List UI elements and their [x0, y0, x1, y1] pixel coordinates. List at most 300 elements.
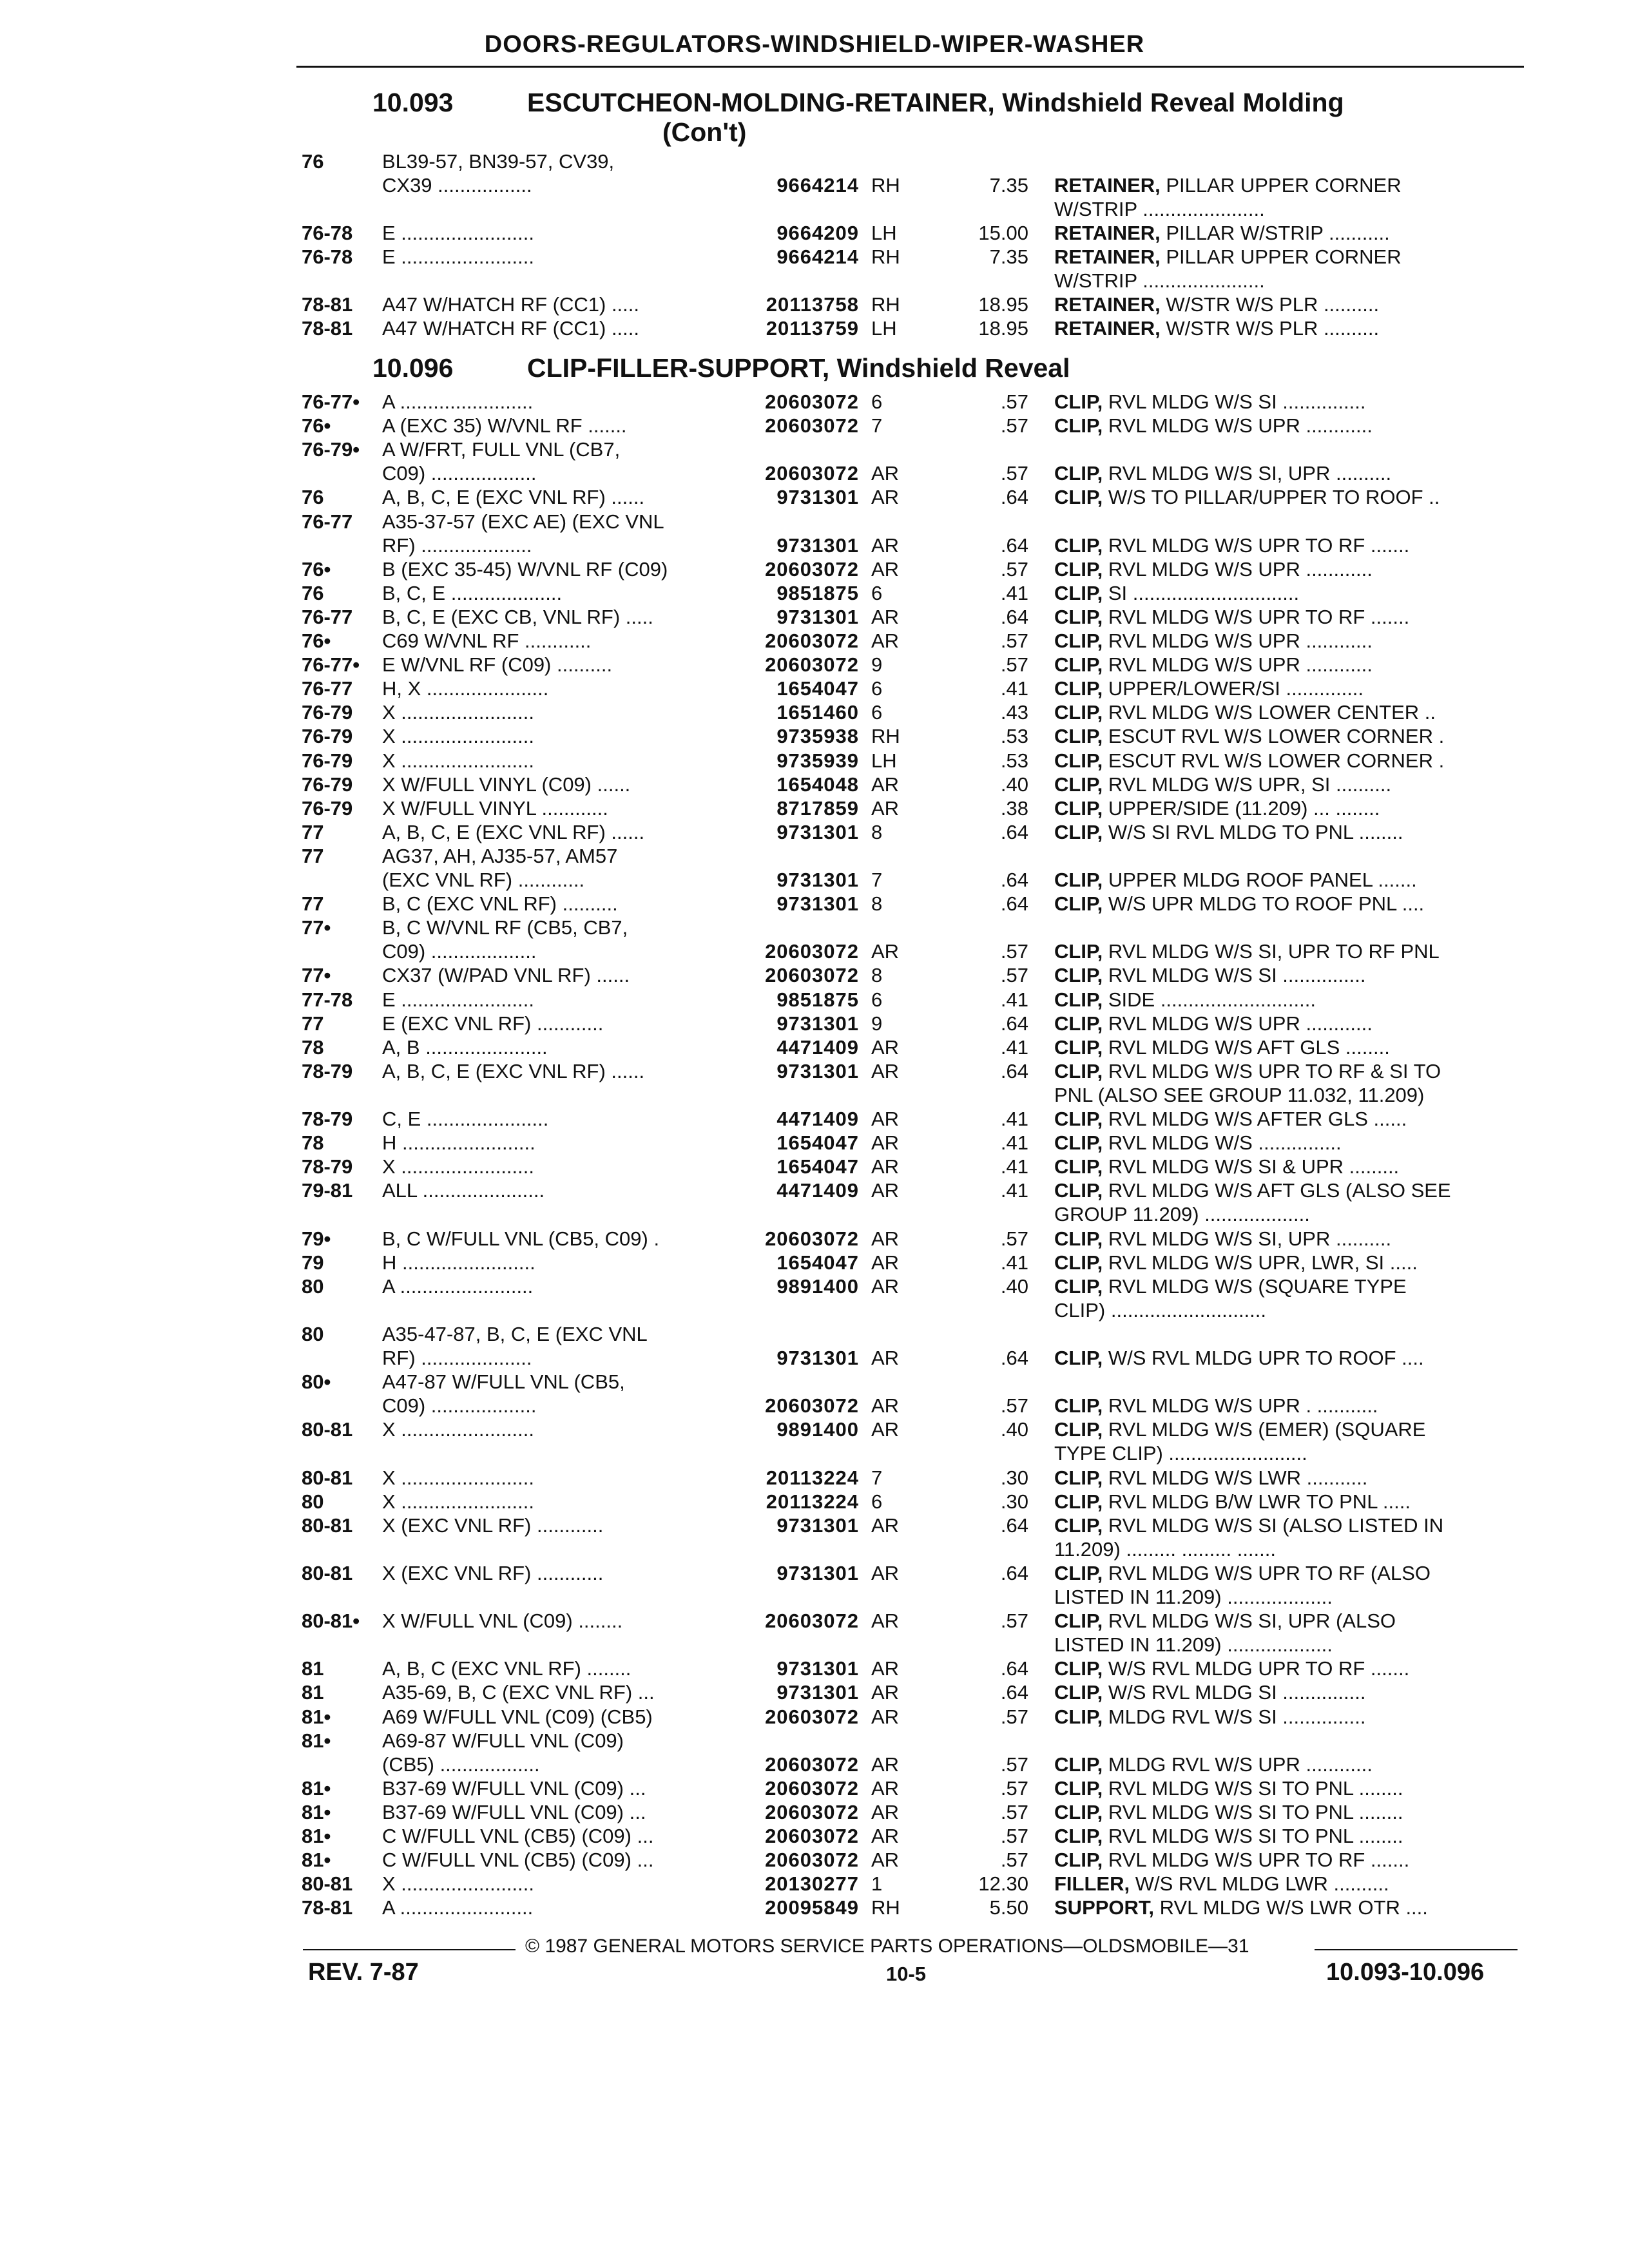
description-detail: RVL MLDG W/S LWR ........... — [1103, 1466, 1368, 1489]
quantity: LH — [871, 749, 897, 772]
application: B37-69 W/FULL VNL (C09) ... — [382, 1800, 646, 1823]
description-detail: UPPER/SIDE (11.209) ... ........ — [1103, 796, 1380, 820]
parts-row — [0, 1346, 1629, 1370]
model-year: 76• — [302, 414, 331, 437]
description — [1054, 1657, 1518, 1681]
application: (EXC VNL RF) ............ — [382, 869, 585, 891]
quantity: 1 — [871, 1872, 883, 1896]
parts-row — [0, 149, 1629, 174]
section-continued: (Con't) — [662, 117, 747, 147]
part-number: 20603072 — [765, 629, 859, 652]
description — [1054, 1800, 1518, 1825]
description-noun: CLIP, — [1054, 1131, 1103, 1155]
description-detail: RVL MLDG W/S UPR, LWR, SI ..... — [1103, 1251, 1418, 1274]
description — [1054, 316, 1518, 341]
parts-row — [0, 1322, 1629, 1347]
parts-row — [0, 1776, 1629, 1801]
application: X ........................ — [382, 1490, 534, 1513]
description-detail: RVL MLDG W/S UPR ............ — [1103, 414, 1373, 437]
description-detail: PNL (ALSO SEE GROUP 11.032, 11.209) — [1054, 1083, 1425, 1106]
model-year: 76-79 — [302, 725, 353, 748]
model-year: 76-79 — [302, 773, 353, 796]
parts-row — [0, 1729, 1629, 1753]
application: C09) ................... — [382, 462, 537, 485]
model-year: 76-77• — [302, 653, 360, 677]
quantity: AR — [871, 1776, 900, 1800]
application: A, B, C, E (EXC VNL RF) ...... — [382, 486, 645, 509]
quantity: AR — [871, 605, 900, 628]
part-number: 20603072 — [765, 940, 859, 963]
application: B (EXC 35-45) W/VNL RF (C09) — [382, 557, 668, 581]
model-year: 76-79 — [302, 701, 353, 724]
application: X (EXC VNL RF) ............ — [382, 1514, 604, 1537]
parts-row — [0, 1227, 1629, 1251]
application: BL39-57, BN39-57, CV39, — [382, 150, 615, 173]
description-detail: RVL MLDG W/S SI TO PNL ........ — [1103, 1800, 1403, 1823]
description — [1054, 1227, 1518, 1251]
price: 5.50 — [989, 1896, 1028, 1919]
price: .57 — [1000, 390, 1028, 413]
description — [1054, 581, 1518, 606]
application: A (EXC 35) W/VNL RF ....... — [382, 414, 627, 437]
model-year: 81 — [302, 1681, 324, 1704]
application: X ........................ — [382, 1155, 534, 1178]
part-number: 9731301 — [776, 1059, 859, 1082]
application: A ........................ — [382, 1274, 534, 1298]
part-number: 9731301 — [776, 605, 859, 628]
price: .43 — [1000, 701, 1028, 724]
description — [1054, 1585, 1518, 1610]
description — [1054, 629, 1518, 653]
quantity: AR — [871, 1825, 900, 1847]
model-year: 76 — [302, 150, 324, 173]
description — [1054, 605, 1518, 629]
description-noun: CLIP, — [1054, 1753, 1103, 1776]
description — [1054, 1107, 1518, 1131]
part-number: 9731301 — [776, 1681, 859, 1704]
description-noun: CLIP, — [1054, 605, 1103, 628]
application: E (EXC VNL RF) ............ — [382, 1012, 604, 1035]
application: B, C W/FULL VNL (CB5, C09) . — [382, 1227, 660, 1250]
parts-row — [0, 939, 1629, 964]
description-noun: CLIP, — [1054, 1227, 1103, 1250]
model-year: 81• — [302, 1825, 331, 1847]
quantity: AR — [871, 1418, 900, 1441]
application: C09) ................... — [382, 1394, 537, 1418]
description — [1054, 221, 1518, 245]
model-year: 80-81 — [302, 1514, 353, 1537]
description-detail: RVL MLDG W/S UPR . ........... — [1103, 1394, 1378, 1418]
description-noun: RETAINER, — [1054, 222, 1161, 244]
quantity: 7 — [871, 869, 883, 891]
application: X W/FULL VINYL ............ — [382, 796, 608, 820]
model-year: 76 — [302, 486, 324, 509]
application: A, B, C, E (EXC VNL RF) ...... — [382, 1059, 645, 1082]
part-number: 9891400 — [776, 1274, 859, 1298]
description-detail: RVL MLDG W/S SI, UPR .......... — [1103, 462, 1392, 485]
description-noun: CLIP, — [1054, 1418, 1103, 1441]
description-noun: CLIP, — [1054, 1610, 1103, 1633]
section-number: 10.096 — [372, 353, 454, 383]
parts-row — [0, 1896, 1629, 1920]
model-year: 78-81 — [302, 1896, 353, 1919]
description — [1054, 1394, 1518, 1418]
part-number: 9664209 — [776, 222, 859, 244]
quantity: 8 — [871, 892, 883, 916]
price: .64 — [1000, 820, 1028, 843]
description-noun: CLIP, — [1054, 773, 1103, 796]
model-year: 79-81 — [302, 1179, 353, 1202]
description-detail: UPPER/LOWER/SI .............. — [1103, 677, 1364, 700]
price: .41 — [1000, 1108, 1028, 1130]
application: X ........................ — [382, 1466, 534, 1489]
application: A69 W/FULL VNL (C09) (CB5) — [382, 1705, 653, 1728]
part-number: 9731301 — [776, 1514, 859, 1537]
model-year: 76-78 — [302, 222, 353, 244]
parts-row — [0, 844, 1629, 869]
price: .40 — [1000, 773, 1028, 796]
parts-row — [0, 1585, 1629, 1610]
application: X (EXC VNL RF) ............ — [382, 1561, 604, 1584]
part-number: 20603072 — [765, 1610, 859, 1633]
price: .64 — [1000, 1347, 1028, 1369]
part-number: 1654047 — [776, 1155, 859, 1178]
part-number: 20603072 — [765, 414, 859, 437]
parts-row — [0, 510, 1629, 534]
description-detail: W/STRIP ...................... — [1054, 269, 1265, 292]
parts-row — [0, 1155, 1629, 1179]
description — [1054, 1441, 1518, 1466]
application: A35-69, B, C (EXC VNL RF) ... — [382, 1681, 655, 1704]
parts-row — [0, 1202, 1629, 1227]
quantity: 9 — [871, 653, 883, 677]
price: .64 — [1000, 533, 1028, 557]
description-detail: RVL MLDG W/S SI & UPR ......... — [1103, 1155, 1400, 1178]
description-noun: CLIP, — [1054, 1514, 1103, 1537]
model-year: 80 — [302, 1274, 324, 1298]
price: .41 — [1000, 1251, 1028, 1274]
application: A ........................ — [382, 1896, 534, 1919]
quantity: LH — [871, 222, 897, 244]
parts-row — [0, 581, 1629, 606]
description-detail: GROUP 11.209) ................... — [1054, 1203, 1310, 1226]
price: .57 — [1000, 1394, 1028, 1418]
part-number: 20603072 — [765, 653, 859, 677]
price: .41 — [1000, 988, 1028, 1011]
description-noun: CLIP, — [1054, 486, 1103, 509]
parts-row — [0, 1800, 1629, 1825]
parts-row — [0, 724, 1629, 749]
quantity: AR — [871, 533, 900, 557]
quantity: 6 — [871, 988, 883, 1011]
part-number: 20603072 — [765, 1849, 859, 1872]
quantity: AR — [871, 1108, 900, 1130]
quantity: AR — [871, 1251, 900, 1274]
part-number: 1654047 — [776, 1131, 859, 1155]
part-number: 20095849 — [765, 1896, 859, 1919]
description — [1054, 1346, 1518, 1370]
description — [1054, 1178, 1518, 1203]
quantity: AR — [871, 629, 900, 652]
description — [1054, 1776, 1518, 1801]
quantity: 6 — [871, 581, 883, 604]
description-detail: RVL MLDG W/S UPR ............ — [1103, 557, 1373, 581]
part-number: 9735939 — [776, 749, 859, 772]
model-year: 80-81• — [302, 1610, 360, 1633]
model-year: 77• — [302, 964, 331, 987]
description-noun: CLIP, — [1054, 964, 1103, 987]
quantity: AR — [871, 1849, 900, 1872]
model-year: 76• — [302, 557, 331, 581]
application: B, C, E (EXC CB, VNL RF) ..... — [382, 605, 653, 628]
description — [1054, 1035, 1518, 1060]
description-noun: CLIP, — [1054, 1849, 1103, 1872]
description — [1054, 963, 1518, 988]
description-noun: FILLER, — [1054, 1872, 1130, 1896]
description-detail: RVL MLDG W/S SI TO PNL ........ — [1103, 1776, 1403, 1800]
description-detail: RVL MLDG W/S LOWER CENTER .. — [1103, 701, 1436, 724]
price: 18.95 — [978, 317, 1028, 340]
model-year: 77• — [302, 916, 331, 939]
description-detail: RVL MLDG W/S UPR, SI .......... — [1103, 773, 1392, 796]
model-year: 77 — [302, 844, 324, 867]
model-year: 78-79 — [302, 1108, 353, 1130]
description-noun: CLIP, — [1054, 653, 1103, 677]
part-number: 20113224 — [766, 1466, 859, 1489]
part-number: 9731301 — [776, 1561, 859, 1584]
parts-row — [0, 1872, 1629, 1896]
application: A47 W/HATCH RF (CC1) ..... — [382, 293, 640, 316]
quantity: AR — [871, 1179, 900, 1202]
description — [1054, 749, 1518, 773]
quantity: AR — [871, 796, 900, 820]
price: 7.35 — [989, 174, 1028, 197]
part-number: 9731301 — [776, 1012, 859, 1035]
part-number: 9891400 — [776, 1418, 859, 1441]
part-number: 9731301 — [776, 1347, 859, 1369]
description-detail: UPPER MLDG ROOF PANEL ....... — [1103, 869, 1417, 891]
description-detail: RVL MLDG W/S UPR TO RF & SI TO — [1103, 1059, 1441, 1082]
price: .64 — [1000, 1514, 1028, 1537]
price: .30 — [1000, 1490, 1028, 1513]
parts-row — [0, 533, 1629, 558]
price: .57 — [1000, 629, 1028, 652]
price: .57 — [1000, 414, 1028, 437]
description-noun: CLIP, — [1054, 940, 1103, 963]
application: X ........................ — [382, 1872, 534, 1896]
description-detail: ESCUT RVL W/S LOWER CORNER . — [1103, 725, 1445, 748]
description — [1054, 1896, 1518, 1920]
part-number: 4471409 — [776, 1179, 859, 1202]
part-number: 9735938 — [776, 725, 859, 748]
parts-row — [0, 414, 1629, 438]
description — [1054, 677, 1518, 701]
price: .57 — [1000, 462, 1028, 485]
model-year: 81• — [302, 1800, 331, 1823]
description-noun: CLIP, — [1054, 1466, 1103, 1489]
parts-row — [0, 796, 1629, 821]
description — [1054, 1848, 1518, 1872]
description — [1054, 1251, 1518, 1275]
quantity: AR — [871, 1681, 900, 1704]
quantity: RH — [871, 245, 900, 268]
part-number: 1651460 — [776, 701, 859, 724]
description — [1054, 892, 1518, 916]
description — [1054, 293, 1518, 317]
part-number: 9731301 — [776, 1657, 859, 1680]
description — [1054, 1514, 1518, 1538]
section-number: 10.093 — [372, 88, 454, 117]
description-detail: LISTED IN 11.209) ................... — [1054, 1586, 1333, 1608]
price: 18.95 — [978, 293, 1028, 316]
description-noun: RETAINER, — [1054, 317, 1161, 340]
price: .41 — [1000, 677, 1028, 700]
price: .41 — [1000, 1179, 1028, 1202]
application: E ........................ — [382, 222, 534, 244]
model-year: 76 — [302, 581, 324, 604]
application: A, B ...................... — [382, 1035, 548, 1059]
description — [1054, 1490, 1518, 1514]
part-number: 9731301 — [776, 869, 859, 891]
description — [1054, 1680, 1518, 1705]
part-number: 20603072 — [765, 462, 859, 485]
quantity: AR — [871, 1059, 900, 1082]
model-year: 78 — [302, 1035, 324, 1059]
part-number: 9851875 — [776, 581, 859, 604]
application: C W/FULL VNL (CB5) (C09) ... — [382, 1849, 654, 1872]
description-detail: RVL MLDG W/S SI, UPR (ALSO — [1103, 1610, 1396, 1633]
parts-row — [0, 1178, 1629, 1203]
price: .57 — [1000, 1849, 1028, 1872]
model-year: 81• — [302, 1705, 331, 1728]
description-detail: RVL MLDG W/S SI ............... — [1103, 964, 1366, 987]
price: .57 — [1000, 1800, 1028, 1823]
application: X ........................ — [382, 725, 534, 748]
application: A69-87 W/FULL VNL (C09) — [382, 1729, 624, 1752]
model-year: 81• — [302, 1776, 331, 1800]
parts-row — [0, 1848, 1629, 1872]
application: A W/FRT, FULL VNL (CB7, — [382, 438, 621, 461]
description — [1054, 1466, 1518, 1490]
description-noun: CLIP, — [1054, 892, 1103, 916]
quantity: AR — [871, 1274, 900, 1298]
description-detail: RVL MLDG W/S ............... — [1103, 1131, 1342, 1155]
parts-row — [0, 1466, 1629, 1490]
price: .64 — [1000, 892, 1028, 916]
description-noun: CLIP, — [1054, 1251, 1103, 1274]
parts-row — [0, 653, 1629, 677]
part-number: 9731301 — [776, 820, 859, 843]
price: .57 — [1000, 964, 1028, 987]
model-year: 77-78 — [302, 988, 353, 1011]
model-year: 80 — [302, 1490, 324, 1513]
part-number: 8717859 — [776, 796, 859, 820]
quantity: AR — [871, 1514, 900, 1537]
price: .40 — [1000, 1418, 1028, 1441]
part-number: 9731301 — [776, 892, 859, 916]
description — [1054, 773, 1518, 797]
application: E ........................ — [382, 245, 534, 268]
part-number: 9731301 — [776, 533, 859, 557]
description-detail: RVL MLDG W/S UPR ............ — [1103, 629, 1373, 652]
parts-row — [0, 892, 1629, 916]
quantity: 7 — [871, 1466, 883, 1489]
description-detail: RVL MLDG W/S UPR TO RF ....... — [1103, 605, 1410, 628]
description-detail: W/STRIP ...................... — [1054, 198, 1265, 220]
quantity: AR — [871, 1131, 900, 1155]
parts-row — [0, 1418, 1629, 1442]
description-noun: RETAINER, — [1054, 174, 1161, 197]
parts-row — [0, 1059, 1629, 1084]
application: C09) ................... — [382, 940, 537, 963]
quantity: 8 — [871, 964, 883, 987]
part-number: 1654047 — [776, 677, 859, 700]
price: .57 — [1000, 1227, 1028, 1250]
description-noun: CLIP, — [1054, 869, 1103, 891]
model-year: 76-79 — [302, 796, 353, 820]
parts-row — [0, 390, 1629, 414]
description — [1054, 1537, 1518, 1562]
part-number: 20603072 — [765, 1705, 859, 1728]
price: .41 — [1000, 1155, 1028, 1178]
price: .64 — [1000, 1657, 1028, 1680]
quantity: AR — [871, 1155, 900, 1178]
parts-row — [0, 1514, 1629, 1538]
parts-row — [0, 293, 1629, 317]
description-detail: RVL MLDG W/S SI, UPR .......... — [1103, 1227, 1392, 1250]
quantity: RH — [871, 293, 900, 316]
description-noun: RETAINER, — [1054, 293, 1161, 316]
price: .41 — [1000, 1131, 1028, 1155]
description — [1054, 724, 1518, 749]
description-noun: CLIP, — [1054, 414, 1103, 437]
application: RF) .................... — [382, 1347, 532, 1369]
description — [1054, 245, 1518, 269]
description-noun: CLIP, — [1054, 749, 1103, 772]
part-number: 20603072 — [765, 1753, 859, 1776]
quantity: AR — [871, 1394, 900, 1418]
model-year: 77 — [302, 892, 324, 916]
application: X W/FULL VNL (C09) ........ — [382, 1610, 623, 1633]
description-noun: CLIP, — [1054, 1705, 1103, 1728]
description-noun: CLIP, — [1054, 462, 1103, 485]
price: .53 — [1000, 725, 1028, 748]
description-noun: CLIP, — [1054, 1155, 1103, 1178]
description-noun: CLIP, — [1054, 1059, 1103, 1082]
model-year: 81 — [302, 1657, 324, 1680]
description-detail: W/S SI RVL MLDG TO PNL ........ — [1103, 820, 1403, 843]
model-year: 79• — [302, 1227, 331, 1250]
application: A ........................ — [382, 390, 534, 413]
application: CX37 (W/PAD VNL RF) ...... — [382, 964, 630, 987]
model-year: 80-81 — [302, 1418, 353, 1441]
description-detail: ESCUT RVL W/S LOWER CORNER . — [1103, 749, 1445, 772]
parts-row — [0, 197, 1629, 222]
parts-row — [0, 868, 1629, 892]
description-detail: MLDG RVL W/S SI ............... — [1103, 1705, 1366, 1728]
description-detail: PILLAR UPPER CORNER — [1160, 245, 1402, 268]
quantity: 6 — [871, 701, 883, 724]
footer-revision: REV. 7-87 — [308, 1959, 419, 1986]
parts-row — [0, 1394, 1629, 1418]
parts-row — [0, 1298, 1629, 1323]
description — [1054, 653, 1518, 677]
description-detail: W/S RVL MLDG UPR TO ROOF .... — [1103, 1347, 1424, 1369]
footer-rule-left — [303, 1949, 516, 1950]
price: .57 — [1000, 1776, 1028, 1800]
model-year: 80-81 — [302, 1466, 353, 1489]
parts-row — [0, 316, 1629, 341]
